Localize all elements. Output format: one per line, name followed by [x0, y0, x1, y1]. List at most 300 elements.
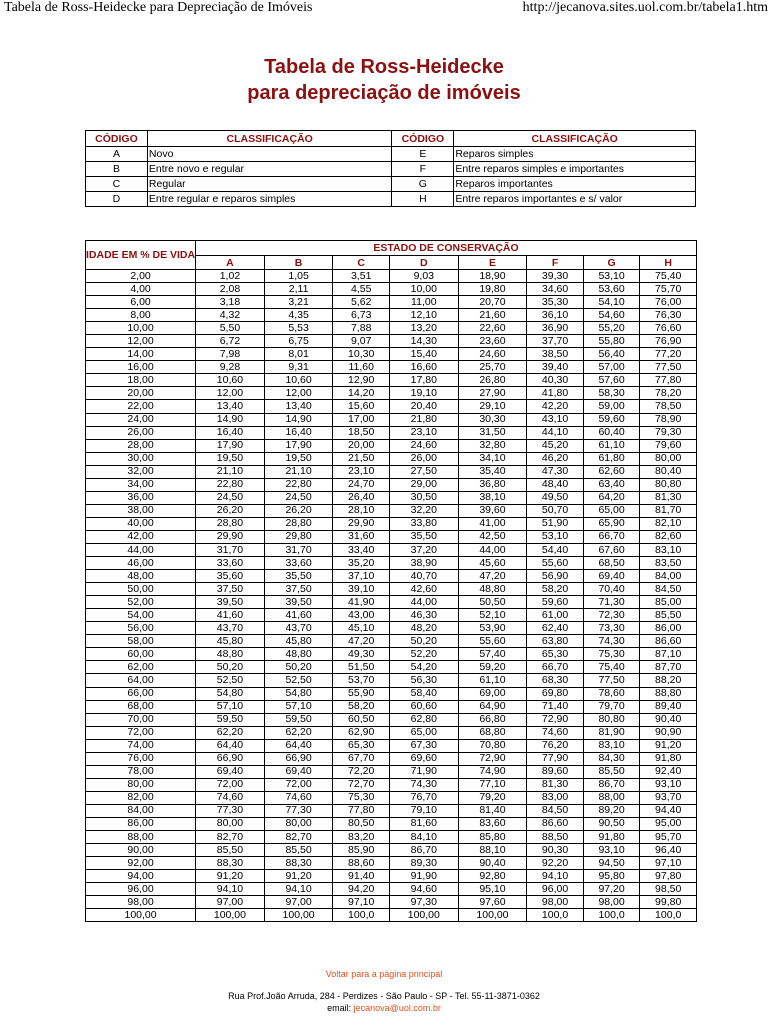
value-cell: 47,20 [333, 635, 390, 648]
value-cell: 96,00 [527, 883, 584, 896]
age-cell: 96,00 [86, 883, 196, 896]
value-cell: 66,70 [527, 661, 584, 674]
table-row [86, 309, 697, 322]
column-header-g: G [583, 256, 640, 270]
value-cell: 39,50 [264, 596, 333, 609]
value-cell: 80,40 [640, 465, 697, 478]
value-cell: 59,00 [583, 400, 640, 413]
value-cell: 54,80 [264, 687, 333, 700]
value-cell: 2,11 [264, 283, 333, 296]
value-cell: 100,00 [458, 909, 527, 922]
value-cell: 37,50 [196, 583, 265, 596]
value-cell: 77,80 [640, 374, 697, 387]
value-cell: 60,60 [389, 700, 458, 713]
value-cell: 91,20 [640, 739, 697, 752]
value-cell: 17,90 [264, 439, 333, 452]
table-row [86, 570, 697, 583]
age-cell: 92,00 [86, 857, 196, 870]
value-cell: 57,10 [264, 700, 333, 713]
value-cell: 81,70 [640, 504, 697, 517]
value-cell: 91,20 [264, 870, 333, 883]
age-cell: 100,00 [86, 909, 196, 922]
value-cell: 19,50 [264, 452, 333, 465]
value-cell: 77,50 [583, 674, 640, 687]
value-cell: 97,30 [389, 896, 458, 909]
value-cell: 100,00 [264, 909, 333, 922]
table-row [86, 687, 697, 700]
value-cell: 21,60 [458, 309, 527, 322]
value-cell: 27,90 [458, 387, 527, 400]
codes-row [86, 162, 696, 177]
age-cell: 24,00 [86, 413, 196, 426]
code-cell: G [392, 177, 454, 192]
value-cell: 74,60 [527, 726, 584, 739]
value-cell: 16,40 [264, 426, 333, 439]
value-cell: 21,50 [333, 452, 390, 465]
value-cell: 84,10 [389, 831, 458, 844]
code-cell: E [392, 147, 454, 162]
value-cell: 23,60 [458, 335, 527, 348]
age-cell: 2,00 [86, 270, 196, 283]
value-cell: 19,10 [389, 387, 458, 400]
codes-header-row [86, 131, 696, 147]
table-row [86, 400, 697, 413]
value-cell: 77,20 [640, 348, 697, 361]
value-cell: 97,10 [640, 857, 697, 870]
age-cell: 70,00 [86, 713, 196, 726]
value-cell: 100,00 [196, 909, 265, 922]
table-row [86, 883, 697, 896]
value-cell: 14,20 [333, 387, 390, 400]
value-cell: 82,70 [264, 831, 333, 844]
value-cell: 9,28 [196, 361, 265, 374]
value-cell: 74,30 [583, 635, 640, 648]
value-cell: 9,03 [389, 270, 458, 283]
value-cell: 6,73 [333, 309, 390, 322]
age-cell: 8,00 [86, 309, 196, 322]
value-cell: 83,50 [640, 557, 697, 570]
value-cell: 56,90 [527, 570, 584, 583]
value-cell: 6,75 [264, 335, 333, 348]
value-cell: 22,80 [264, 478, 333, 491]
codes-header-code-1: CÓDIGO [86, 131, 148, 147]
value-cell: 37,20 [389, 543, 458, 556]
age-cell: 42,00 [86, 530, 196, 543]
back-to-home-link[interactable]: Voltar para a página principal [325, 969, 443, 979]
value-cell: 93,70 [640, 791, 697, 804]
value-cell: 58,40 [389, 687, 458, 700]
value-cell: 65,00 [583, 504, 640, 517]
value-cell: 66,90 [196, 752, 265, 765]
value-cell: 52,20 [389, 648, 458, 661]
column-header-f: F [527, 256, 584, 270]
age-cell: 16,00 [86, 361, 196, 374]
age-cell: 4,00 [86, 283, 196, 296]
column-header-c: C [333, 256, 390, 270]
table-row [86, 857, 697, 870]
value-cell: 87,70 [640, 661, 697, 674]
value-cell: 74,90 [458, 765, 527, 778]
value-cell: 83,00 [527, 791, 584, 804]
value-cell: 89,60 [527, 765, 584, 778]
email-link[interactable]: jecanova@uol.com.br [353, 1003, 441, 1013]
value-cell: 41,90 [333, 596, 390, 609]
value-cell: 81,90 [583, 726, 640, 739]
value-cell: 77,90 [527, 752, 584, 765]
classification-cell: Entre novo e regular [147, 162, 392, 177]
value-cell: 45,10 [333, 622, 390, 635]
value-cell: 85,50 [583, 765, 640, 778]
value-cell: 97,20 [583, 883, 640, 896]
page-title-line-2: para depreciação de imóveis [247, 82, 521, 104]
table-row [86, 270, 697, 283]
value-cell: 64,40 [196, 739, 265, 752]
age-cell: 44,00 [86, 543, 196, 556]
value-cell: 19,50 [196, 452, 265, 465]
value-cell: 80,00 [640, 452, 697, 465]
age-cell: 74,00 [86, 739, 196, 752]
table-row [86, 870, 697, 883]
table-row [86, 322, 697, 335]
value-cell: 14,90 [196, 413, 265, 426]
value-cell: 69,40 [196, 765, 265, 778]
codes-row [86, 177, 696, 192]
age-cell: 50,00 [86, 583, 196, 596]
value-cell: 90,90 [640, 726, 697, 739]
table-row [86, 583, 697, 596]
age-cell: 36,00 [86, 491, 196, 504]
value-cell: 64,40 [264, 739, 333, 752]
value-cell: 41,00 [458, 517, 527, 530]
value-cell: 69,40 [264, 765, 333, 778]
value-cell: 56,40 [583, 348, 640, 361]
value-cell: 67,30 [389, 739, 458, 752]
value-cell: 77,30 [264, 804, 333, 817]
footer-address: Rua Prof.João Arruda, 284 - Perdizes - São Paulo - SP - Tel. 55-11-3871-0362 [228, 991, 540, 1001]
value-cell: 3,51 [333, 270, 390, 283]
value-cell: 88,50 [527, 831, 584, 844]
value-cell: 33,60 [196, 557, 265, 570]
value-cell: 43,10 [527, 413, 584, 426]
value-cell: 83,10 [640, 543, 697, 556]
value-cell: 95,10 [458, 883, 527, 896]
value-cell: 99,80 [640, 896, 697, 909]
value-cell: 11,60 [333, 361, 390, 374]
table-row [86, 439, 697, 452]
table-row [86, 765, 697, 778]
value-cell: 36,90 [527, 322, 584, 335]
value-cell: 26,20 [196, 504, 265, 517]
value-cell: 61,10 [458, 674, 527, 687]
code-cell: D [86, 192, 148, 207]
value-cell: 77,80 [333, 804, 390, 817]
value-cell: 32,80 [458, 439, 527, 452]
age-cell: 32,00 [86, 465, 196, 478]
value-cell: 57,10 [196, 700, 265, 713]
value-cell: 72,00 [196, 778, 265, 791]
value-cell: 62,90 [333, 726, 390, 739]
value-cell: 52,50 [264, 674, 333, 687]
value-cell: 35,20 [333, 557, 390, 570]
value-cell: 80,00 [196, 817, 265, 830]
value-cell: 41,60 [196, 609, 265, 622]
value-cell: 77,50 [640, 361, 697, 374]
age-cell: 80,00 [86, 778, 196, 791]
value-cell: 8,01 [264, 348, 333, 361]
value-cell: 35,50 [264, 570, 333, 583]
age-cell: 78,00 [86, 765, 196, 778]
value-cell: 75,40 [583, 661, 640, 674]
value-cell: 34,60 [527, 283, 584, 296]
classification-cell: Entre regular e reparos simples [147, 192, 392, 207]
table-row [86, 648, 697, 661]
value-cell: 11,00 [389, 296, 458, 309]
value-cell: 84,00 [640, 570, 697, 583]
value-cell: 68,80 [458, 726, 527, 739]
column-header-b: B [264, 256, 333, 270]
value-cell: 26,00 [389, 452, 458, 465]
value-cell: 65,00 [389, 726, 458, 739]
age-cell: 76,00 [86, 752, 196, 765]
value-cell: 53,70 [333, 674, 390, 687]
value-cell: 42,60 [389, 583, 458, 596]
table-row [86, 517, 697, 530]
age-cell: 40,00 [86, 517, 196, 530]
value-cell: 90,50 [583, 817, 640, 830]
value-cell: 94,10 [196, 883, 265, 896]
column-header-d: D [389, 256, 458, 270]
age-cell: 54,00 [86, 609, 196, 622]
table-row [86, 778, 697, 791]
age-cell: 58,00 [86, 635, 196, 648]
value-cell: 97,60 [458, 896, 527, 909]
value-cell: 84,50 [640, 583, 697, 596]
value-cell: 81,60 [389, 817, 458, 830]
value-cell: 85,00 [640, 596, 697, 609]
value-cell: 62,20 [264, 726, 333, 739]
value-cell: 74,60 [264, 791, 333, 804]
age-cell: 88,00 [86, 831, 196, 844]
value-cell: 20,40 [389, 400, 458, 413]
value-cell: 53,90 [458, 622, 527, 635]
value-cell: 21,10 [264, 465, 333, 478]
table-row [86, 296, 697, 309]
value-cell: 60,40 [583, 426, 640, 439]
value-cell: 23,10 [389, 426, 458, 439]
table-row [86, 543, 697, 556]
value-cell: 94,50 [583, 857, 640, 870]
value-cell: 76,30 [640, 309, 697, 322]
value-cell: 67,60 [583, 543, 640, 556]
value-cell: 81,30 [527, 778, 584, 791]
value-cell: 61,10 [583, 439, 640, 452]
value-cell: 75,70 [640, 283, 697, 296]
value-cell: 29,00 [389, 478, 458, 491]
value-cell: 31,70 [264, 543, 333, 556]
value-cell: 91,80 [640, 752, 697, 765]
table-row [86, 413, 697, 426]
table-row [86, 426, 697, 439]
column-header-h: H [640, 256, 697, 270]
value-cell: 20,00 [333, 439, 390, 452]
value-cell: 10,60 [264, 374, 333, 387]
table-row [86, 452, 697, 465]
value-cell: 33,60 [264, 557, 333, 570]
age-cell: 90,00 [86, 844, 196, 857]
value-cell: 74,60 [196, 791, 265, 804]
table-row [86, 491, 697, 504]
age-cell: 84,00 [86, 804, 196, 817]
value-cell: 80,80 [640, 478, 697, 491]
value-cell: 24,50 [264, 491, 333, 504]
value-cell: 41,80 [527, 387, 584, 400]
age-cell: 60,00 [86, 648, 196, 661]
table-row [86, 674, 697, 687]
value-cell: 13,40 [264, 400, 333, 413]
value-cell: 63,80 [527, 635, 584, 648]
value-cell: 20,70 [458, 296, 527, 309]
value-cell: 12,00 [196, 387, 265, 400]
value-cell: 96,40 [640, 844, 697, 857]
value-cell: 75,40 [640, 270, 697, 283]
value-cell: 48,20 [389, 622, 458, 635]
table-row [86, 361, 697, 374]
value-cell: 69,80 [527, 687, 584, 700]
value-cell: 54,80 [196, 687, 265, 700]
value-cell: 40,30 [527, 374, 584, 387]
value-cell: 83,60 [458, 817, 527, 830]
value-cell: 36,10 [527, 309, 584, 322]
value-cell: 45,60 [458, 557, 527, 570]
value-cell: 35,50 [389, 530, 458, 543]
value-cell: 98,00 [527, 896, 584, 909]
value-cell: 76,00 [640, 296, 697, 309]
value-cell: 10,30 [333, 348, 390, 361]
table-row [86, 283, 697, 296]
age-cell: 10,00 [86, 322, 196, 335]
value-cell: 39,50 [196, 596, 265, 609]
table-row [86, 504, 697, 517]
value-cell: 48,80 [458, 583, 527, 596]
table-row [86, 752, 697, 765]
value-cell: 36,80 [458, 478, 527, 491]
value-cell: 15,60 [333, 400, 390, 413]
value-cell: 16,60 [389, 361, 458, 374]
age-header: IDADE EM % DE VIDA [86, 241, 196, 270]
email-label: email: [327, 1003, 354, 1013]
value-cell: 53,10 [527, 530, 584, 543]
codes-header-code-2: CÓDIGO [392, 131, 454, 147]
value-cell: 100,0 [583, 909, 640, 922]
value-cell: 72,30 [583, 609, 640, 622]
value-cell: 74,30 [389, 778, 458, 791]
value-cell: 88,30 [196, 857, 265, 870]
value-cell: 47,30 [527, 465, 584, 478]
value-cell: 33,80 [389, 517, 458, 530]
value-cell: 14,30 [389, 335, 458, 348]
value-cell: 54,60 [583, 309, 640, 322]
value-cell: 88,20 [640, 674, 697, 687]
value-cell: 89,20 [583, 804, 640, 817]
value-cell: 85,80 [458, 831, 527, 844]
value-cell: 77,10 [458, 778, 527, 791]
page-title-line-1: Tabela de Ross-Heidecke [264, 56, 504, 78]
value-cell: 45,80 [196, 635, 265, 648]
value-cell: 76,70 [389, 791, 458, 804]
age-cell: 62,00 [86, 661, 196, 674]
value-cell: 14,90 [264, 413, 333, 426]
table-row [86, 700, 697, 713]
value-cell: 95,80 [583, 870, 640, 883]
value-cell: 97,00 [196, 896, 265, 909]
value-cell: 49,50 [527, 491, 584, 504]
age-cell: 22,00 [86, 400, 196, 413]
value-cell: 94,20 [333, 883, 390, 896]
value-cell: 94,10 [527, 870, 584, 883]
value-cell: 72,00 [264, 778, 333, 791]
code-cell: C [86, 177, 148, 192]
value-cell: 82,70 [196, 831, 265, 844]
value-cell: 55,20 [583, 322, 640, 335]
value-cell: 35,30 [527, 296, 584, 309]
table-row [86, 896, 697, 909]
value-cell: 24,50 [196, 491, 265, 504]
value-cell: 88,30 [264, 857, 333, 870]
classification-cell: Regular [147, 177, 392, 192]
value-cell: 93,10 [583, 844, 640, 857]
value-cell: 31,50 [458, 426, 527, 439]
value-cell: 78,90 [640, 413, 697, 426]
value-cell: 45,80 [264, 635, 333, 648]
age-cell: 94,00 [86, 870, 196, 883]
value-cell: 89,40 [640, 700, 697, 713]
value-cell: 28,80 [264, 517, 333, 530]
value-cell: 4,55 [333, 283, 390, 296]
value-cell: 29,90 [333, 517, 390, 530]
value-cell: 53,60 [583, 283, 640, 296]
value-cell: 58,20 [527, 583, 584, 596]
value-cell: 51,90 [527, 517, 584, 530]
value-cell: 48,80 [264, 648, 333, 661]
value-cell: 66,70 [583, 530, 640, 543]
value-cell: 21,10 [196, 465, 265, 478]
value-cell: 84,50 [527, 804, 584, 817]
value-cell: 48,80 [196, 648, 265, 661]
value-cell: 54,40 [527, 543, 584, 556]
value-cell: 5,62 [333, 296, 390, 309]
value-cell: 58,30 [583, 387, 640, 400]
classification-cell: Reparos simples [454, 147, 696, 162]
value-cell: 21,80 [389, 413, 458, 426]
table-row [86, 661, 697, 674]
value-cell: 46,20 [527, 452, 584, 465]
value-cell: 76,60 [640, 322, 697, 335]
age-cell: 72,00 [86, 726, 196, 739]
code-cell: H [392, 192, 454, 207]
value-cell: 63,40 [583, 478, 640, 491]
age-cell: 86,00 [86, 817, 196, 830]
value-cell: 16,40 [196, 426, 265, 439]
value-cell: 85,50 [640, 609, 697, 622]
column-header-e: E [458, 256, 527, 270]
value-cell: 37,50 [264, 583, 333, 596]
age-cell: 56,00 [86, 622, 196, 635]
value-cell: 31,70 [196, 543, 265, 556]
value-cell: 29,80 [264, 530, 333, 543]
table-row [86, 804, 697, 817]
value-cell: 93,10 [640, 778, 697, 791]
value-cell: 88,10 [458, 844, 527, 857]
